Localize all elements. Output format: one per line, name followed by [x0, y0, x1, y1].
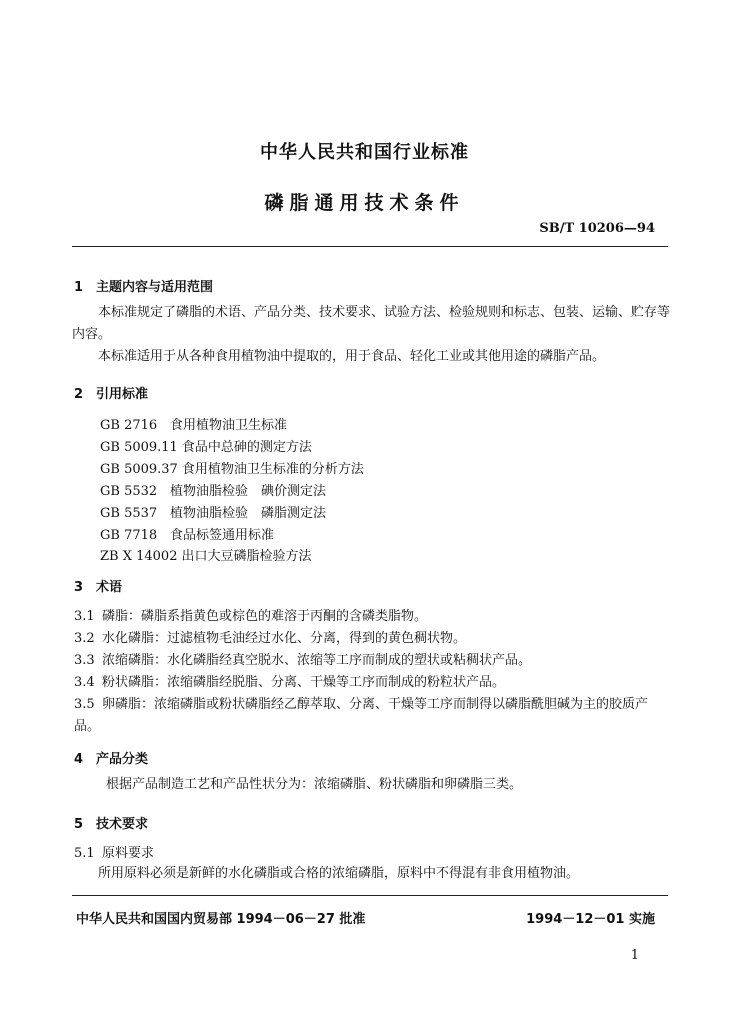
reference-item — [100, 545, 311, 564]
section-1-heading — [74, 276, 213, 295]
section-1-para-2: 本标准适用于从各种食用植物油中提取的，用于食品、轻化工业或其他用途的磷脂产品。 — [98, 349, 606, 364]
section-title: 技术要求 — [96, 817, 149, 832]
reference-name: 出口大豆磷脂检验方法 — [181, 549, 312, 564]
reference-name: 食品中总砷的测定方法 — [181, 440, 312, 455]
header-rule — [72, 246, 668, 247]
reference-code: GB 5532 — [100, 484, 158, 499]
reference-name: 食品标签通用标准 — [170, 528, 275, 543]
reference-name: 植物油脂检验 磷脂测定法 — [170, 506, 327, 521]
term-number: 3.5 — [74, 697, 95, 712]
subsection-title: 原料要求 — [102, 846, 155, 861]
doc-title: 磷脂通用技术条件 — [264, 192, 465, 214]
reference-code: GB 5537 — [100, 506, 158, 521]
section-number: 1 — [74, 280, 84, 295]
subsection-5-1 — [74, 843, 670, 865]
term-number: 3.2 — [74, 631, 95, 646]
reference-code: GB 5009.37 — [100, 462, 178, 477]
term-text: 卵磷脂：浓缩磷脂或粉状磷脂经乙醇萃取、分离、干燥等工序而制得以磷脂酰胆碱为主的胶质产品。 — [74, 697, 649, 734]
org-title: 中华人民共和国行业标准 — [260, 142, 469, 163]
reference-code: GB 7718 — [100, 528, 158, 543]
section-title: 主题内容与适用范围 — [96, 280, 214, 295]
term-number: 3.3 — [74, 653, 95, 668]
section-1-para-1: 本标准规定了磷脂的术语、产品分类、技术要求、试验方法、检验规则和标志、包装、运输、贮存等内容。 — [72, 305, 671, 342]
reference-item — [100, 524, 274, 543]
section-title: 产品分类 — [96, 752, 149, 767]
section-number: 3 — [74, 580, 84, 595]
section-3-heading — [74, 576, 122, 595]
section-4-heading — [74, 748, 148, 767]
subsection-number: 5.1 — [74, 846, 95, 861]
term-item — [74, 628, 670, 650]
section-2-heading — [74, 383, 148, 402]
reference-item — [100, 458, 364, 477]
term-item — [74, 606, 670, 628]
effective-date: 1994－12－01 实施 — [526, 912, 655, 927]
standard-number: SB/T 10206—94 — [539, 221, 655, 236]
issued-by: 中华人民共和国国内贸易部 1994－06－27 批准 — [76, 912, 366, 927]
section-number: 5 — [74, 817, 84, 832]
term-number: 3.4 — [74, 675, 95, 690]
term-item — [74, 650, 670, 672]
term-item — [74, 672, 670, 694]
reference-item — [100, 502, 326, 521]
footer-rule — [72, 895, 668, 896]
term-text: 粉状磷脂：浓缩磷脂经脱脂、分离、干燥等工序而制成的粉粒状产品。 — [102, 675, 506, 690]
section-number: 4 — [74, 752, 84, 767]
subsection-5-1-text: 所用原料必须是新鲜的水化磷脂或合格的浓缩磷脂，原料中不得混有非食用植物油。 — [98, 866, 580, 881]
term-text: 浓缩磷脂：水化磷脂经真空脱水、浓缩等工序而制成的塑状或粘稠状产品。 — [102, 653, 532, 668]
section-5-heading — [74, 813, 148, 832]
section-number: 2 — [74, 387, 84, 402]
reference-item — [100, 414, 287, 433]
reference-item — [100, 480, 326, 499]
page-number: 1 — [630, 948, 639, 963]
reference-name: 食用植物油卫生标准 — [170, 418, 288, 433]
term-item — [74, 694, 670, 738]
section-title: 术语 — [96, 580, 123, 595]
reference-item — [100, 436, 312, 455]
reference-name: 食用植物油卫生标准的分析方法 — [181, 462, 364, 477]
term-number: 3.1 — [74, 609, 95, 624]
section-4-para-1: 根据产品制造工艺和产品性状分为：浓缩磷脂、粉状磷脂和卵磷脂三类。 — [106, 777, 523, 792]
term-text: 磷脂：磷脂系指黄色或棕色的难溶于丙酮的含磷类脂物。 — [102, 609, 428, 624]
section-title: 引用标准 — [96, 387, 149, 402]
reference-name: 植物油脂检验 碘价测定法 — [170, 484, 327, 499]
reference-code: ZB X 14002 — [100, 549, 178, 564]
reference-code: GB 2716 — [100, 418, 158, 433]
reference-code: GB 5009.11 — [100, 440, 178, 455]
term-text: 水化磷脂：过滤植物毛油经过水化、分离，得到的黄色稠状物。 — [102, 631, 467, 646]
